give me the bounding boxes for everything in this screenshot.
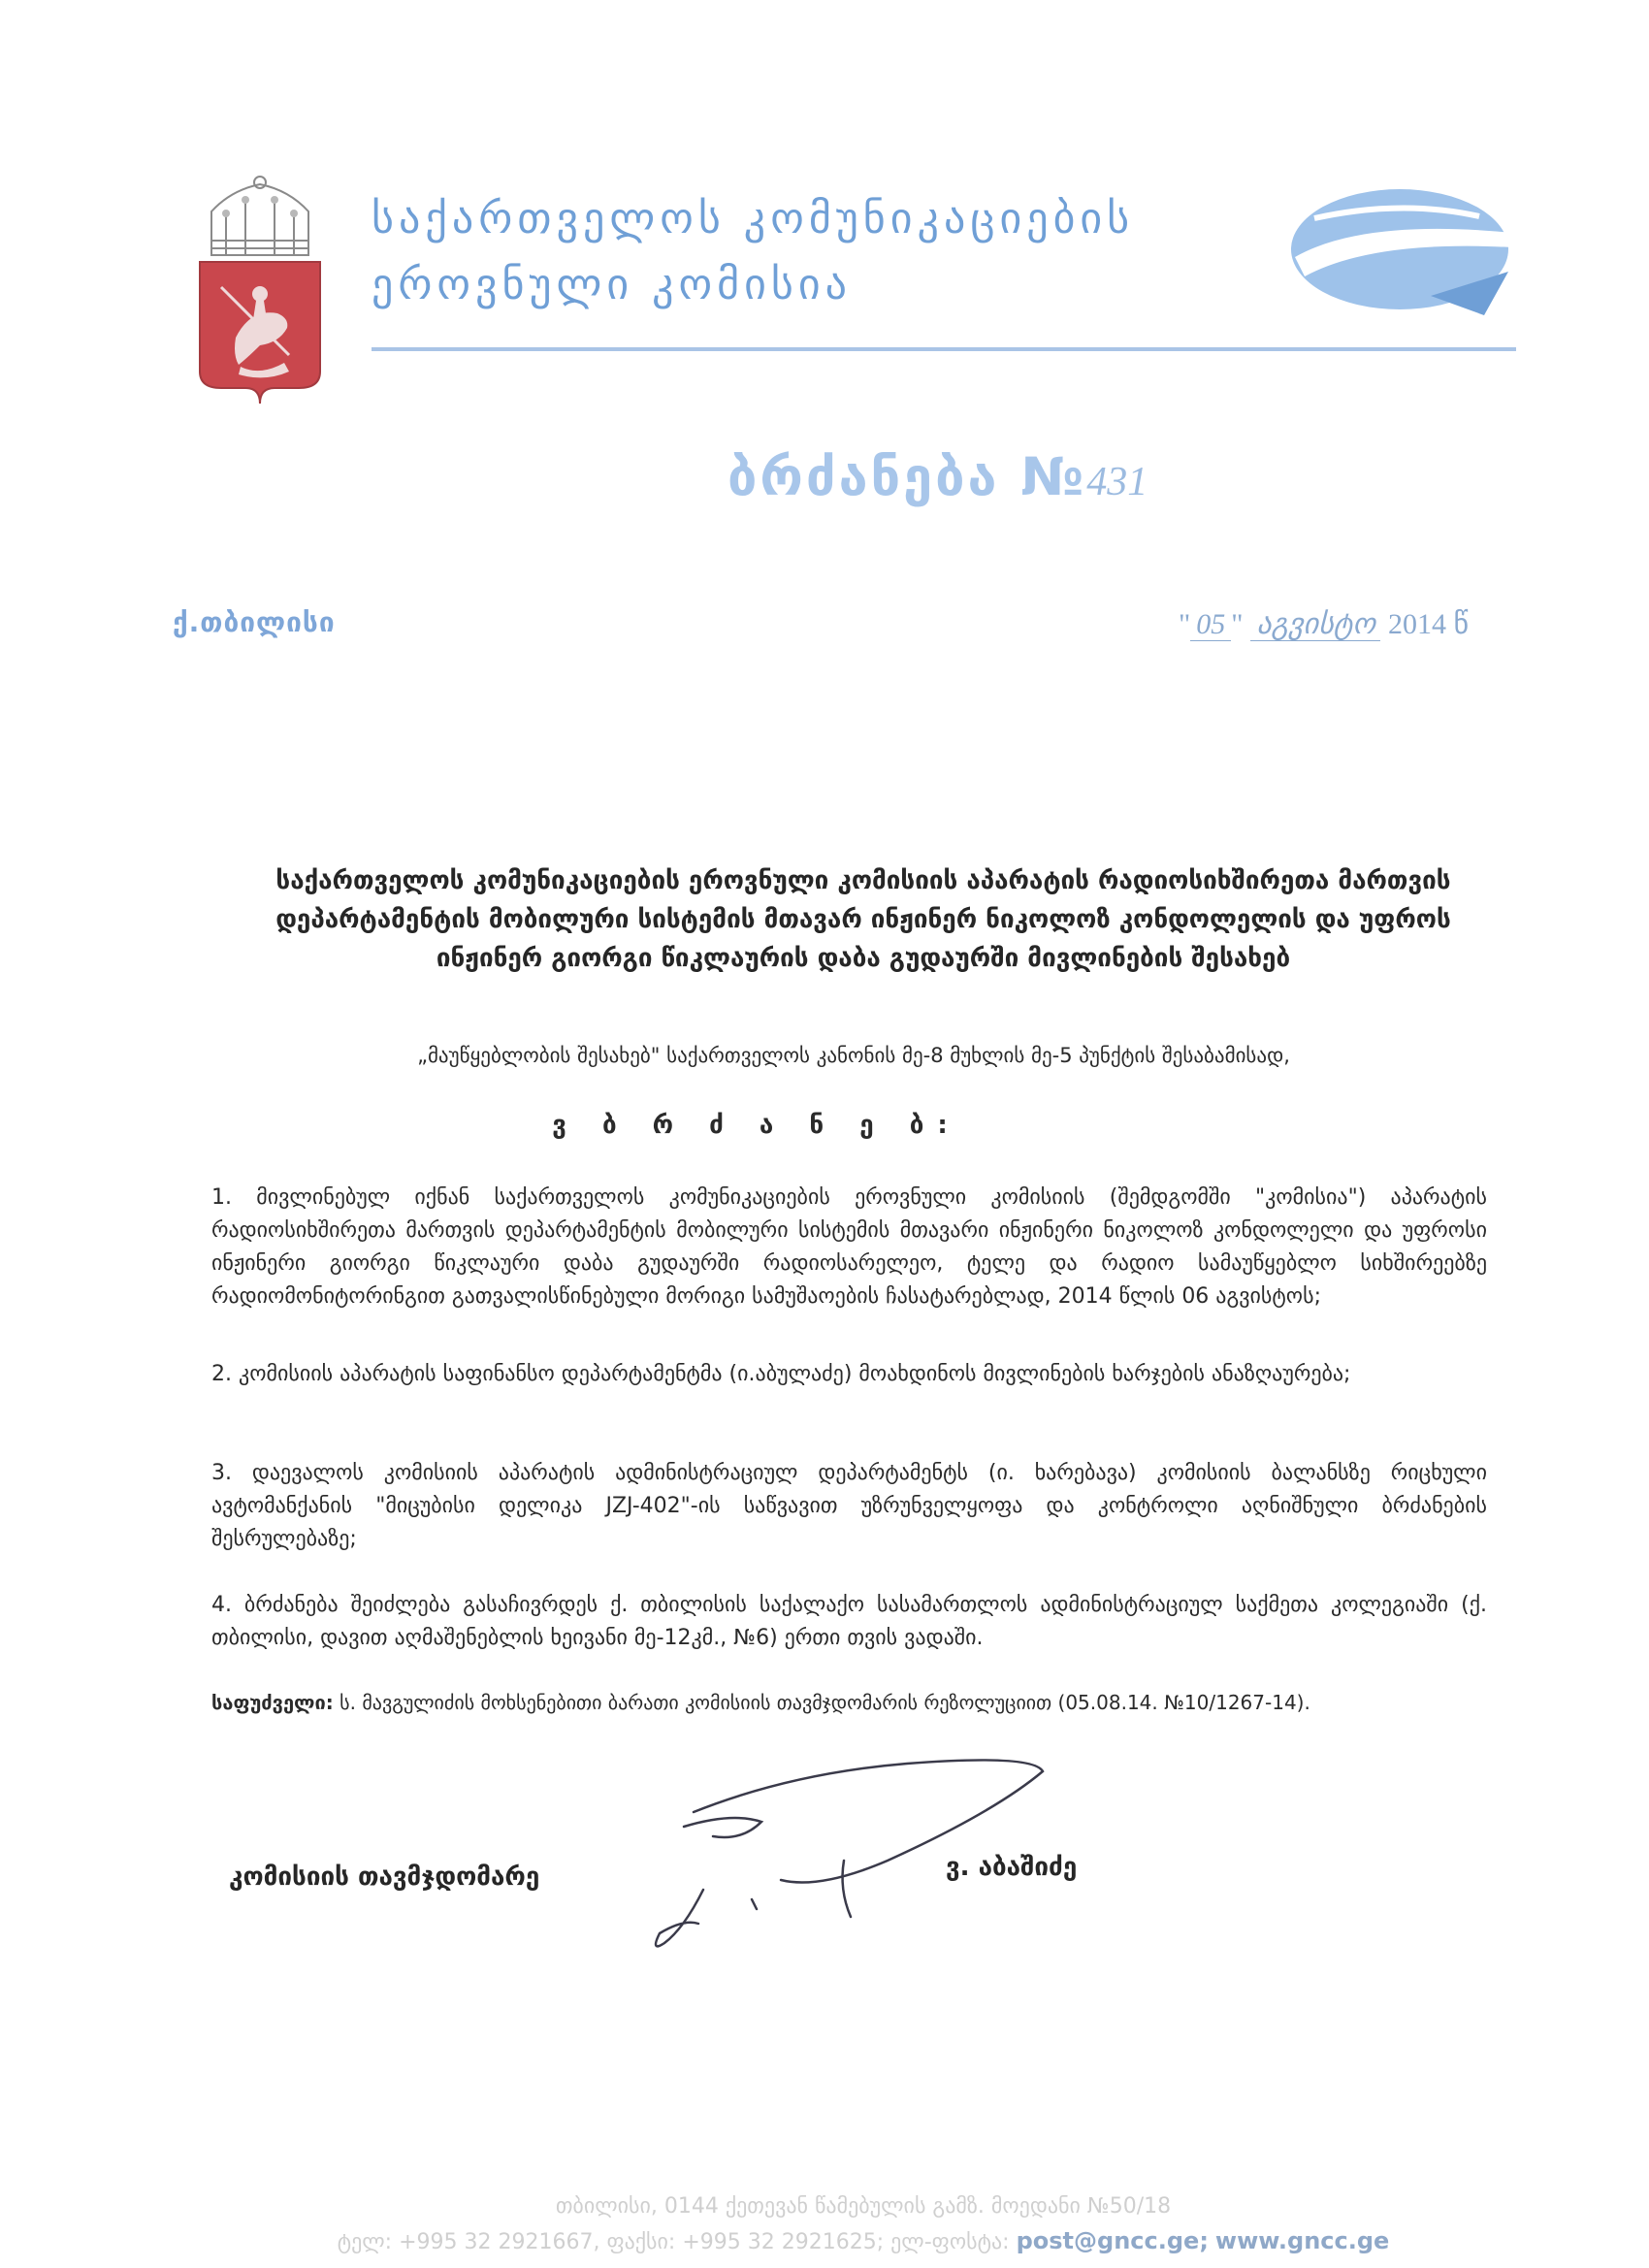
document-title: საქართველოს კომუნიკაციების ეროვნული კომისიის აპარატის რადიოსიხშირეთა მართვის დეპარტამენტის მობილური სისტემის მთავარ ინჟინერ ნიკოლოზ კონდოლელის და უფროს ინჟინერ გიორგი წიკლაურის დაბა გუდაურში მივლინების შესახებ [275, 866, 1451, 973]
order-heading [728, 446, 1148, 507]
city: ქ.თბილისი [173, 606, 336, 638]
order-number: 431 [1086, 460, 1148, 504]
footer-address: თბილისი, 0144 ქეთევან წამებულის გამზ. მოედანი №50/18 [555, 2194, 1172, 2219]
order-item-3: 3. დაევალოს კომისიის აპარატის ადმინისტრაციულ დეპარტამენტს (ი. ხარებავა) კომისიის ბალანსზე რიცხული ავტომანქანის "მიცუბისი დელიკა JZJ-402"-ის საწვავით უზრუნველყოფა და კონტროლი აღნიშნული ბრძანების შესრულებაზე; [211, 1461, 1487, 1551]
header-divider [372, 347, 1516, 351]
order-date: " 05 " აგვისტო 2014 წ [1179, 608, 1469, 640]
date-month: აგვისტო [1250, 608, 1380, 641]
footer-separator: ; [1199, 2227, 1209, 2254]
organization-name-line2: ეროვნული კომისია [372, 260, 852, 309]
legal-basis-line: „მაუწყებლობის შესახებ" საქართველოს კანონის მე-8 მუხლის მე-5 პუნქტის შესაბამისად, [417, 1044, 1290, 1067]
orders-heading: ვ ბ რ ძ ა ნ ე ბ: [552, 1111, 961, 1140]
footer-phone: ტელ: +995 32 2921667, ფაქსი: +995 32 2921625; ელ-ფოსტა: [337, 2230, 1010, 2254]
gncc-logo-icon [1285, 179, 1523, 329]
footer-email[interactable]: post@gncc.ge [1016, 2227, 1200, 2254]
order-label: ბრძანება № [728, 446, 1087, 507]
basis-text: ს. მავგულიძის მოხსენებითი ბარათი კომისიის თავმჯდომარის რეზოლუციით (05.08.14. №10/1267-14). [340, 1691, 1310, 1714]
basis-footnote [211, 1688, 1487, 1717]
basis-label: საფუძველი: [211, 1691, 334, 1714]
footer-contacts [291, 2227, 1436, 2254]
signatory-title: კომისიის თავმჯდომარე [229, 1863, 540, 1892]
order-item-1: 1. მივლინებულ იქნან საქართველოს კომუნიკაციების ეროვნული კომისიის (შემდგომში "კომისია") აპარატის რადიოსიხშირეთა მართვის დეპარტამენტის მობილური სისტემის მთავარი ინჟინერი ნიკოლოზ კონდოლელი და უფროსი ინჟინერი გიორგი წიკლაური დაბა გუდაურში რადიოსარელეო, ტელე და რადიო სამაუწყებლო სიხშირეებზე რადიომონიტორინგით გათვალისწინებული მორიგი სამუშაოების ჩასატარებლად, 2014 წლის 06 აგვისტოს; [211, 1185, 1487, 1309]
footer-website[interactable]: www.gncc.ge [1214, 2227, 1390, 2254]
signatory-name: ვ. აბაშიძე [946, 1853, 1078, 1882]
coat-of-arms-icon [192, 173, 328, 414]
organization-name-line1: საქართველოს კომუნიკაციების [372, 194, 1135, 243]
date-day: 05 [1190, 608, 1231, 641]
date-year: 2014 წ [1387, 608, 1469, 640]
order-item-2: 2. კომისიის აპარატის საფინანსო დეპარტამენტმა (ი.აბულაძე) მოახდინოს მივლინების ხარჯების ანაზღაურება; [211, 1362, 1351, 1386]
order-item-4: 4. ბრძანება შეიძლება გასაჩივრდეს ქ. თბილისის საქალაქო სასამართლოს ადმინისტრაციულ საქმეთა კოლეგიაში (ქ. თბილისი, დავით აღმაშენებლის ხეივანი მე-12კმ., №6) ერთი თვის ვადაში. [211, 1593, 1487, 1650]
